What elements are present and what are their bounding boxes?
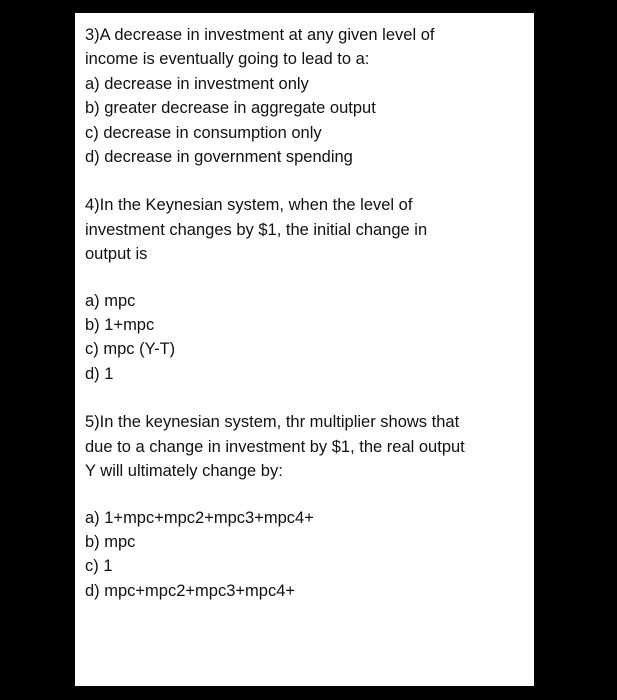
question-4 [85, 193, 534, 386]
question-4-option-b: b) 1+mpc [85, 316, 155, 335]
question-4-stem-line-2: investment changes by $1, the initial change in [85, 220, 428, 239]
question-3-option-d: d) decrease in government spending [85, 148, 353, 167]
question-5-stem-line-3: Y will ultimately change by: [85, 462, 283, 481]
question-3-stem-line-1: 3)A decrease in investment at any given level of [85, 26, 435, 44]
question-4-stem-line-1: 4)In the Keynesian system, when the level of [85, 196, 413, 215]
question-5-option-d: d) mpc+mpc2+mpc3+mpc4+ [85, 581, 296, 600]
spacer [85, 484, 534, 506]
question-5-stem-line-2: due to a change in investment by $1, the real output [85, 437, 465, 456]
question-5-option-b: b) mpc [85, 532, 136, 551]
spacer [85, 169, 534, 193]
question-3-option-b: b) greater decrease in aggregate output [85, 99, 376, 118]
question-3 [85, 23, 534, 169]
question-4-option-a: a) mpc [85, 291, 136, 310]
question-3-stem-line-2: income is eventually going to lead to a: [85, 50, 370, 69]
question-5 [85, 410, 534, 603]
question-5-stem-line-1: 5)In the keynesian system, thr multiplier shows that [85, 413, 460, 432]
question-5-option-a: a) 1+mpc+mpc2+mpc3+mpc4+ [85, 508, 314, 527]
spacer [85, 267, 534, 289]
question-4-option-d: d) 1 [85, 364, 114, 383]
question-4-stem-line-3: output is [85, 245, 148, 264]
spacer [85, 386, 534, 410]
document-page [75, 13, 534, 686]
question-3-option-a: a) decrease in investment only [85, 74, 309, 93]
question-4-option-c: c) mpc (Y-T) [85, 340, 176, 359]
question-3-option-c: c) decrease in consumption only [85, 123, 322, 142]
question-5-option-c: c) 1 [85, 557, 113, 576]
